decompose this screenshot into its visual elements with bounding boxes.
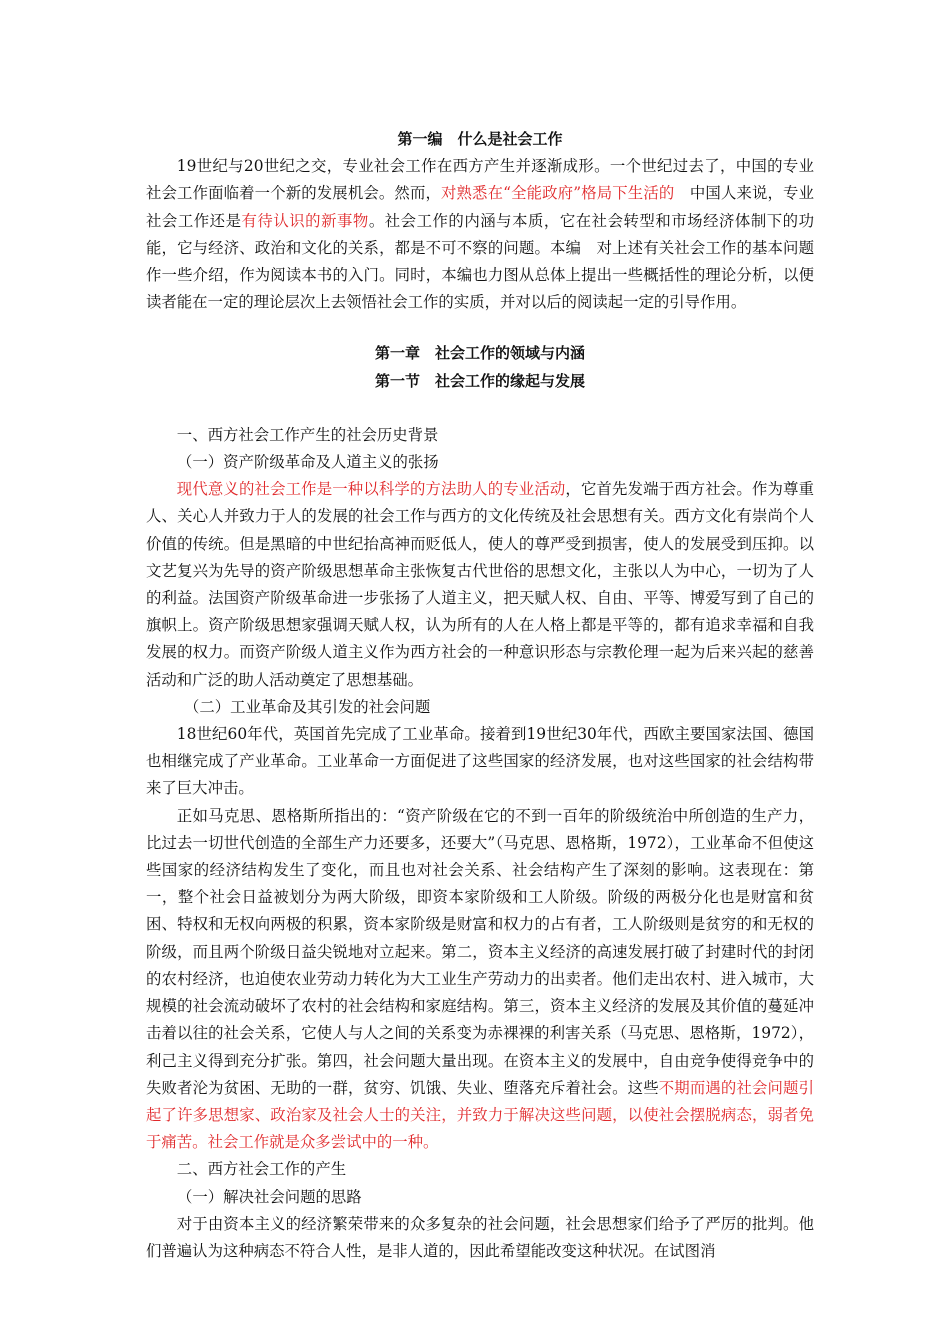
chapter-title: 第一章 社会工作的领域与内涵 (374, 344, 585, 363)
subheading-1: 一、西方社会工作产生的社会历史背景 (176, 425, 439, 444)
paragraph-2: 18世纪60年代，英国首先完成了工业革命。接着到19世纪30年代，西欧主要国家法国、德国也相继完成了产业革命。工业革命一方面促进了这些国家的经济发展，也对这些国家的社会结构带来了巨大冲击。 (146, 725, 814, 798)
intro-text-1: 19世纪与20世纪之交，专业社会工作在西方产生并逐渐成形。一个世纪过去了，中国的专业社会工作面临着一个新的发展机会。然而， (146, 157, 814, 203)
subheading-1-2: （二）工业革命及其引发的社会问题 (184, 697, 431, 716)
intro-paragraph (146, 153, 814, 316)
paragraph-3-highlight: 不期而遇的社会问题引起了许多思想家、政治家及社会人士的关注，并致力于解决这些问题，以使社会摆脱病态，弱者免于痛苦。社会工作就是众多尝试中的一种。 (146, 1078, 814, 1152)
paragraph-1-highlight: 现代意义的社会工作是一种以科学的方法助人的专业活动 (176, 480, 566, 499)
part-title: 第一编 什么是社会工作 (397, 130, 563, 148)
paragraph-4: 对于由资本主义的经济繁荣带来的众多复杂的社会问题，社会思想家们给予了严厉的批判。他们普遍认为这种病态不符合人性，是非人道的，因此希望能改变这种状况。在试图消 (146, 1214, 814, 1260)
subheading-1-1: （一）资产阶级革命及人道主义的张扬 (177, 453, 439, 472)
subheading-2: 二、西方社会工作的产生 (176, 1160, 347, 1179)
paragraph-3-text: 正如马克思、恩格斯所指出的：“资产阶级在它的不到一百年的阶级统治中所创造的生产力，比过去一切世代创造的全部生产力还要多，还要大”（马克思、恩格斯，1972），工业革命不但使这些国家的经济结构发生了变化，而且也对社会关系、社会结构产生了深刻的影响。这表现在：第一，整个社会日益被划分为两大阶级，即资本家阶级和工人阶级。阶级的两极分化也是财富和贫困、特权和无权向两极的积累，资本家阶级是财富和权力的占有者，工人阶级则是贫穷的和无权的阶级，而且两个阶级日益尖锐地对立起来。第二，资本主义经济的高速发展打破了封建时代的封闭的农村经济，也迫使农业劳动力转化为大工业生产劳动力的出卖者。他们走出农村、进入城市，大规模的社会流动破坏了农村的社会结构和家庭结构。第三，资本主义经济的发展及其价值的蔓延冲击着以往的社会关系，它使人与人之间的关系变为赤裸裸的利害关系（马克思、恩格斯，1972），利己主义得到充分扩张。第四，社会问题大量出现。在资本主义的发展中，自由竞争使得竞争中的失败者沦为贫困、无助的一群，贫穷、饥饿、失业、堕落充斥着社会。这些 (146, 806, 814, 1097)
intro-text-2: 中国人来说，专业社会工作还是 (146, 184, 814, 230)
paragraph-1-text: ，它首先发端于西方社会。作为尊重人、关心人并致力于人的发展的社会工作与西方的文化传统及社会思想有关。西方文化有崇尚个人价值的传统。但是黑暗的中世纪抬高神而贬低人，使人的尊严受到损害，使人的发展受到压抑。以文艺复兴为先导的资产阶级思想革命主张恢复古代世俗的思想文化，主张以人为中心，一切为了人的利益。法国资产阶级革命进一步张扬了人道主义，把天赋人权、自由、平等、博爱写到了自己的旗帜上。资产阶级思想家强调天赋人权，认为所有的人在人格上都是平等的，都有追求幸福和自我发展的权力。而资产阶级人道主义作为西方社会的一种意识形态与宗教伦理一起为后来兴起的慈善活动和广泛的助人活动奠定了思想基础。 (146, 480, 814, 689)
paragraph-3 (146, 803, 814, 1157)
intro-highlight-2: 有待认识的新事物 (241, 211, 369, 230)
intro-text-3: 。社会工作的内涵与本质，它在社会转型和市场经济体制下的功能，它与经济、政治和文化的关系，都是不可不察的问题。本编 对上述有关社会工作的基本问题作一些介绍，作为阅读本书的入门。同时，本编也力图从总体上提出一些概括性的理论分析，以便读者能在一定的理论层次上去领悟社会工作的实质，并对以后的阅读起一定的引导作用。 (146, 211, 814, 312)
subheading-2-1: （一）解决社会问题的思路 (177, 1187, 362, 1206)
section-title: 第一节 社会工作的缘起与发展 (374, 371, 585, 390)
intro-highlight-1: 对熟悉在“全能政府”格局下生活的 (441, 184, 675, 203)
paragraph-1 (146, 476, 814, 694)
